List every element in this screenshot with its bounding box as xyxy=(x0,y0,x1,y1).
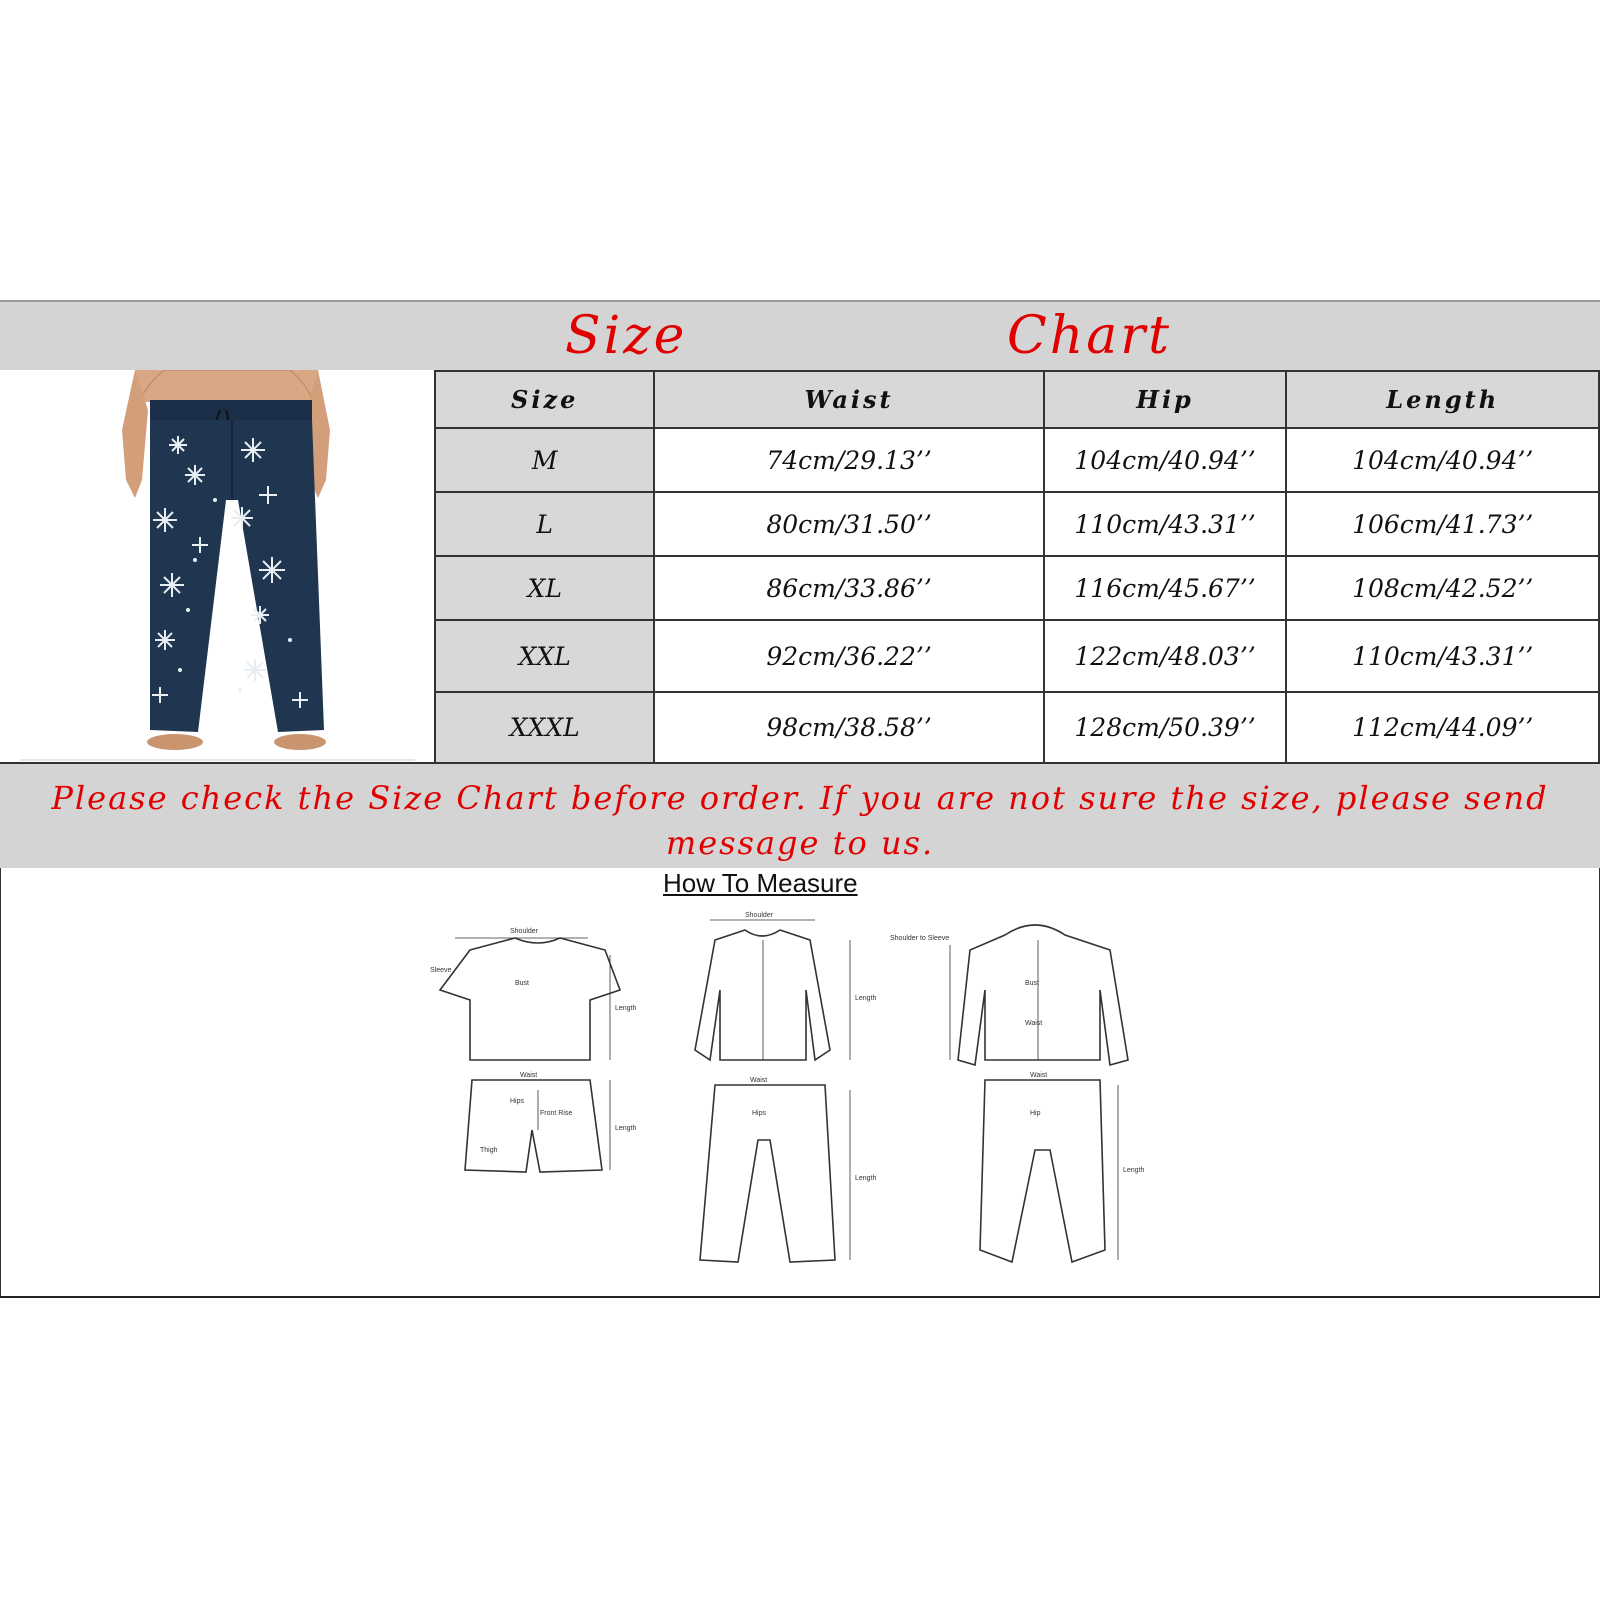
table-row xyxy=(435,620,1599,692)
title-word-chart: Chart xyxy=(1007,306,1173,366)
cell-size: XL xyxy=(435,556,654,620)
table-row xyxy=(435,692,1599,763)
hoodie-diagram xyxy=(958,925,1128,1065)
measure-diagrams xyxy=(410,900,1190,1294)
label-length-pants: Length xyxy=(855,1175,877,1182)
title-word-size: Size xyxy=(565,306,688,366)
label-hip-joggers: Hip xyxy=(1030,1110,1041,1117)
size-notice: Please check the Size Chart before order. If you are not sure the size, please send message to us. xyxy=(51,779,1549,862)
how-to-measure-title: How To Measure xyxy=(663,868,858,898)
cell-size: XXL xyxy=(435,620,654,692)
label-sleeve: Sleeve xyxy=(430,967,452,974)
size-table xyxy=(434,370,1600,764)
label-bust-hoodie: Bust xyxy=(1025,980,1040,987)
table-row xyxy=(435,492,1599,556)
tshirt-diagram xyxy=(440,938,620,1060)
label-hips-shorts: Hips xyxy=(510,1098,525,1105)
cell-waist: 74cm/29.13’’ xyxy=(654,428,1043,492)
cell-length: 106cm/41.73’’ xyxy=(1286,492,1599,556)
header-size: Size xyxy=(435,371,654,428)
cell-hip: 128cm/50.39’’ xyxy=(1044,692,1287,763)
label-waist-hoodie: Waist xyxy=(1025,1020,1043,1027)
product-photo xyxy=(0,370,435,762)
label-shoulder-to-sleeve: Shoulder to Sleeve xyxy=(890,935,950,942)
label-shoulder: Shoulder xyxy=(510,928,539,935)
header-length: Length xyxy=(1286,371,1599,428)
cell-length: 108cm/42.52’’ xyxy=(1286,556,1599,620)
cell-waist: 92cm/36.22’’ xyxy=(654,620,1043,692)
pants-diagram xyxy=(700,1085,835,1262)
cell-length: 110cm/43.31’’ xyxy=(1286,620,1599,692)
label-length-tshirt: Length xyxy=(615,1005,637,1012)
cell-hip: 122cm/48.03’’ xyxy=(1044,620,1287,692)
header-waist: Waist xyxy=(654,371,1043,428)
cell-length: 104cm/40.94’’ xyxy=(1286,428,1599,492)
label-shoulder-shirt: Shoulder xyxy=(745,912,774,919)
cell-size: L xyxy=(435,492,654,556)
label-hips-pants: Hips xyxy=(752,1110,767,1117)
shorts-diagram xyxy=(465,1080,602,1172)
cell-hip: 104cm/40.94’’ xyxy=(1044,428,1287,492)
label-waist-pants: Waist xyxy=(750,1077,768,1084)
cell-length: 112cm/44.09’’ xyxy=(1286,692,1599,763)
label-waist-shorts: Waist xyxy=(520,1072,538,1079)
label-length-shirt: Length xyxy=(855,995,877,1002)
label-length-joggers: Length xyxy=(1123,1167,1145,1174)
cell-waist: 80cm/31.50’’ xyxy=(654,492,1043,556)
table-row xyxy=(435,556,1599,620)
cell-size: M xyxy=(435,428,654,492)
header-hip: Hip xyxy=(1044,371,1287,428)
cell-hip: 110cm/43.31’’ xyxy=(1044,492,1287,556)
cell-size: XXXL xyxy=(435,692,654,763)
label-thigh: Thigh xyxy=(480,1147,498,1154)
joggers-diagram xyxy=(980,1080,1105,1262)
label-length-shorts: Length xyxy=(615,1125,637,1132)
label-bust: Bust xyxy=(515,980,530,987)
cell-hip: 116cm/45.67’’ xyxy=(1044,556,1287,620)
label-front-rise: Front Rise xyxy=(540,1110,573,1117)
cell-waist: 98cm/38.58’’ xyxy=(654,692,1043,763)
title-bar xyxy=(0,302,1600,370)
label-waist-joggers: Waist xyxy=(1030,1072,1048,1079)
cell-waist: 86cm/33.86’’ xyxy=(654,556,1043,620)
shirt-diagram xyxy=(695,930,830,1060)
table-row xyxy=(435,428,1599,492)
table-header-row xyxy=(435,371,1599,428)
